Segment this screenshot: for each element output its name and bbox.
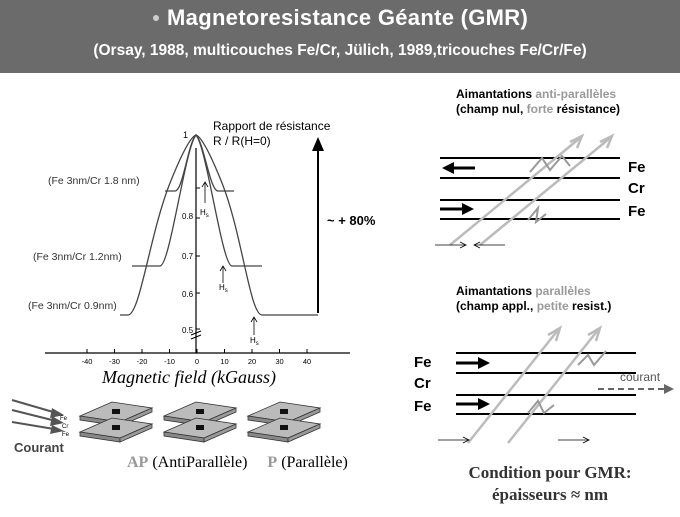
parallel-caption: Aimantations parallèles (champ appl., petite resist.) bbox=[456, 284, 612, 313]
right-arrow-icon bbox=[478, 357, 490, 369]
curve-label-cr-1-8nm: (Fe 3nm/Cr 1.8 nm) bbox=[48, 175, 140, 187]
parallel-diagram bbox=[408, 325, 680, 450]
electron-path bbox=[508, 330, 598, 443]
hs-label: $H_s$ bbox=[219, 283, 228, 294]
x-tick-label: -30 bbox=[109, 357, 120, 366]
x-tick-label: 20 bbox=[247, 357, 257, 366]
x-tick-label: -40 bbox=[81, 357, 93, 366]
y-tick: 0.7 bbox=[182, 252, 194, 261]
gmr-graph bbox=[0, 73, 420, 393]
antiparallel-diagram bbox=[420, 130, 680, 255]
courant-label: Courant bbox=[14, 440, 64, 455]
condition-text: Condition pour GMR: épaisseurs ≈ nm bbox=[468, 463, 632, 504]
layer-label: Cr bbox=[414, 375, 431, 392]
y-tick: 0.6 bbox=[182, 290, 194, 299]
right-arrow-icon bbox=[478, 398, 490, 410]
right-arrow-icon bbox=[462, 203, 474, 215]
arrow-head-icon bbox=[664, 384, 674, 394]
plate-stack-mid bbox=[164, 402, 236, 442]
slide-subtitle: (Orsay, 1988, multicouches Fe/Cr, Jülich, 1989,tricouches Fe/Cr/Fe) bbox=[93, 42, 587, 59]
layer-label: Cr bbox=[628, 180, 645, 197]
x-tick-label: 10 bbox=[220, 357, 229, 366]
y-tick: 0.5 bbox=[182, 326, 194, 335]
antiparallel-caption: Aimantations anti-parallèles (champ nul, forte résistance) bbox=[456, 87, 621, 116]
courant-label: courant bbox=[620, 370, 661, 384]
y-tick-1: 1 bbox=[183, 130, 189, 140]
y-axis-title-line2: R / R(H=0) bbox=[213, 134, 271, 148]
ap-p-legend: AP (AntiParallèle) P (Parallèle) bbox=[127, 454, 348, 471]
x-axis-title: Magnetic field (kGauss) bbox=[102, 367, 276, 387]
x-tick-label: 40 bbox=[302, 357, 312, 366]
x-tick-label: -10 bbox=[164, 357, 175, 366]
curve-label-cr-1-2nm: (Fe 3nm/Cr 1.2nm) bbox=[33, 251, 122, 263]
electron-path bbox=[450, 138, 580, 245]
electron-path bbox=[468, 330, 558, 443]
layer-label: Fe bbox=[628, 159, 646, 176]
x-tick-label: 0 bbox=[194, 357, 200, 366]
x-tick-label: -20 bbox=[136, 357, 148, 366]
plate-stack-ap bbox=[80, 402, 152, 442]
arrow-head-icon bbox=[312, 137, 324, 151]
stack-label: Fe bbox=[60, 416, 68, 422]
x-tick-label: 30 bbox=[275, 357, 284, 366]
y-tick: 0.8 bbox=[182, 212, 194, 221]
slide-title: ● Magnetoresistance Géante (GMR) bbox=[151, 5, 529, 30]
increase-label: ~ + 80% bbox=[327, 213, 376, 228]
hs-label: $H_s$ bbox=[200, 208, 209, 219]
left-arrow-icon bbox=[442, 162, 454, 174]
layer-label: Fe bbox=[628, 203, 646, 220]
bullet-icon: ● bbox=[151, 9, 161, 25]
title-banner bbox=[0, 0, 680, 73]
plate-stack-p bbox=[248, 402, 320, 442]
layer-label: Fe bbox=[414, 398, 432, 415]
curve-label-cr-0-9nm: (Fe 3nm/Cr 0.9nm) bbox=[28, 300, 117, 312]
layer-label: Fe bbox=[414, 354, 432, 371]
stack-label: Cr bbox=[62, 424, 69, 430]
hs-label: $H_s$ bbox=[250, 336, 259, 347]
y-axis-title-line1: Rapport de résistance bbox=[213, 119, 331, 133]
electron-path bbox=[480, 138, 610, 245]
stack-label: Fe bbox=[62, 432, 70, 438]
